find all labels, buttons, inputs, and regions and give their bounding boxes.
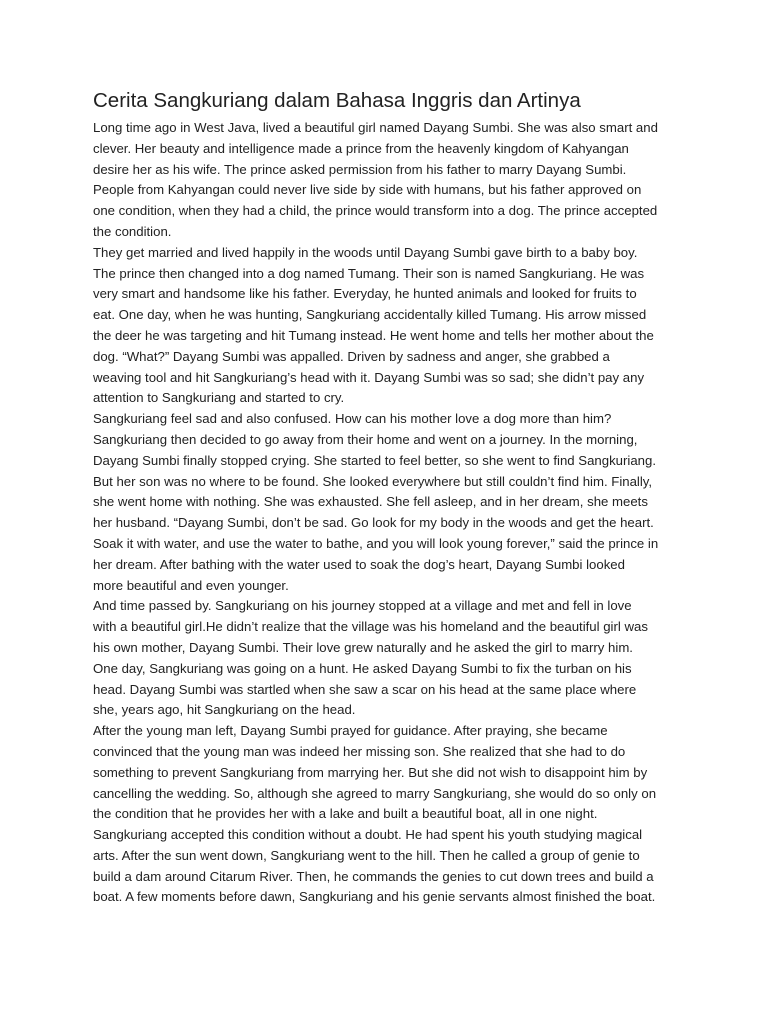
text-line: eat. One day, when he was hunting, Sangkuriang accidentally killed Tumang. His arrow missed <box>93 307 647 323</box>
text-line: something to prevent Sangkuriang from marrying her. But she did not wish to disappoint him by <box>93 764 648 780</box>
text-line: one condition, when they had a child, the prince would transform into a dog. The prince accepted <box>93 203 658 219</box>
text-line: build a dam around Citarum River. Then, he commands the genies to cut down trees and build a <box>93 868 654 884</box>
text-line: convinced that the young man was indeed her missing son. She realized that she had to do <box>93 743 626 759</box>
text-line: But her son was no where to be found. She looked everywhere but still couldn’t find him. Finally, <box>93 473 653 489</box>
document-body <box>93 118 693 908</box>
text-line: And time passed by. Sangkuriang on his journey stopped at a village and met and fell in love <box>93 598 632 614</box>
text-line: the condition that he provides her with a lake and built a beautiful boat, all in one night. <box>93 806 598 822</box>
text-line: Dayang Sumbi finally stopped crying. She started to feel better, so she went to find Sangkuriang. <box>93 452 656 468</box>
text-line: They get married and lived happily in the woods until Dayang Sumbi gave birth to a baby boy. <box>93 244 638 260</box>
text-line: weaving tool and hit Sangkuriang’s head with it. Dayang Sumbi was so sad; she didn’t pay any <box>93 369 645 385</box>
text-line: his own mother, Dayang Sumbi. Their love grew naturally and he asked the girl to marry him. <box>93 639 633 655</box>
text-line: head. Dayang Sumbi was startled when she saw a scar on his head at the same place where <box>93 681 637 697</box>
text-line: more beautiful and even younger. <box>93 577 289 593</box>
text-line: boat. A few moments before dawn, Sangkuriang and his genie servants almost finished the boat. <box>93 889 656 905</box>
text-line: cancelling the wedding. So, although she agreed to marry Sangkuriang, she would do so only on <box>93 785 657 801</box>
text-line: Long time ago in West Java, lived a beautiful girl named Dayang Sumbi. She was also smart and <box>93 120 658 135</box>
text-line: she, years ago, hit Sangkuriang on the head. <box>93 702 356 718</box>
text-line: clever. Her beauty and intelligence made a prince from the heavenly kingdom of Kahyangan <box>93 140 629 156</box>
text-line: arts. After the sun went down, Sangkuriang went to the hill. Then he called a group of genie to <box>93 847 640 863</box>
text-line: she went home with nothing. She was exhausted. She fell asleep, and in her dream, she meets <box>93 494 648 510</box>
text-line: Sangkuriang accepted this condition without a doubt. He had spent his youth studying magical <box>93 827 643 843</box>
text-line: Soak it with water, and use the water to bathe, and you will look young forever,” said the prince in <box>93 535 659 551</box>
text-line: After the young man left, Dayang Sumbi prayed for guidance. After praying, she became <box>93 723 608 739</box>
text-line: Sangkuriang feel sad and also confused. How can his mother love a dog more than him? <box>93 411 612 427</box>
text-line: People from Kahyangan could never live side by side with humans, but his father approved on <box>93 182 642 198</box>
text-line: with a beautiful girl.He didn’t realize that the village was his homeland and the beautiful girl was <box>93 619 648 635</box>
text-line: dog. “What?” Dayang Sumbi was appalled. Driven by sadness and anger, she grabbed a <box>93 348 610 364</box>
text-line: attention to Sangkuriang and started to cry. <box>93 390 345 406</box>
text-line: The prince then changed into a dog named Tumang. Their son is named Sangkuriang. He was <box>93 265 645 281</box>
text-line: her husband. “Dayang Sumbi, don’t be sad. Go look for my body in the woods and get the heart. <box>93 515 654 531</box>
text-line: Sangkuriang then decided to go away from their home and went on a journey. In the morning, <box>93 431 638 447</box>
document-title: Cerita Sangkuriang dalam Bahasa Inggris dan Artinya <box>93 89 581 112</box>
text-line: the condition. <box>93 223 172 239</box>
text-line: the deer he was targeting and hit Tumang instead. He went home and tells her mother about the <box>93 327 654 343</box>
text-line: her dream. After bathing with the water used to soak the dog’s heart, Dayang Sumbi looked <box>93 556 625 572</box>
text-line: desire her as his wife. The prince asked permission from his father to marry Dayang Sumbi. <box>93 161 627 177</box>
text-line: very smart and handsome like his father. Everyday, he hunted animals and looked for fruits to <box>93 286 637 302</box>
text-line: One day, Sangkuriang was going on a hunt. He asked Dayang Sumbi to fix the turban on his <box>93 660 632 676</box>
